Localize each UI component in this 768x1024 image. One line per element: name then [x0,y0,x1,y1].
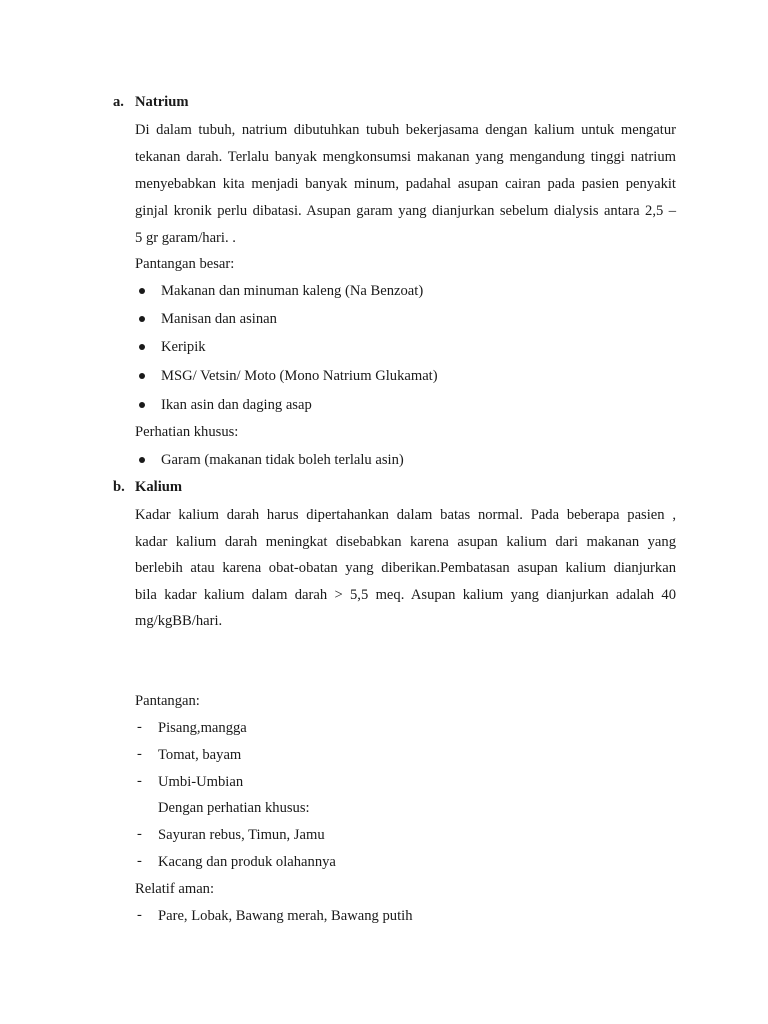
dash-marker: - [137,746,142,762]
section-a-title: Natrium [135,94,189,110]
list-item: Pisang,mangga [158,720,247,736]
list-item: Sayuran rebus, Timun, Jamu [158,827,325,843]
section-b-paragraph-line: kadar kalium darah meningkat disebabkan karena asupan kalium dari makanan yang [135,534,676,550]
section-b-paragraph-line: Kadar kalium darah harus dipertahankan dalam batas normal. Pada beberapa pasien , [135,507,676,523]
list-item: Tomat, bayam [158,747,242,763]
section-b-paragraph-line: bila kadar kalium dalam darah > 5,5 meq. Asupan kalium yang dianjurkan adalah 40 [135,587,676,603]
dash-marker: - [137,826,142,842]
bullet-icon [139,288,145,294]
list-item: MSG/ Vetsin/ Moto (Mono Natrium Glukamat) [161,368,438,384]
section-a-paragraph-line: 5 gr garam/hari. . [135,230,236,246]
list-item: Pare, Lobak, Bawang merah, Bawang putih [158,908,413,924]
dash-marker: - [137,719,142,735]
list-item: Kacang dan produk olahannya [158,854,336,870]
section-a-special-label: Perhatian khusus: [135,424,239,440]
dash-marker: - [137,853,142,869]
section-b-title: Kalium [135,479,183,495]
bullet-icon [139,373,145,379]
section-a-restriction-label: Pantangan besar: [135,256,235,272]
list-item: Manisan dan asinan [161,311,277,327]
section-a-paragraph-line: menyebabkan kita menjadi banyak minum, padahal asupan cairan pada pasien penyakit [135,176,676,192]
section-b-safe-label: Relatif aman: [135,881,215,897]
list-item: Umbi-Umbian [158,774,244,790]
section-b-restriction-label: Pantangan: [135,693,200,709]
list-item: Keripik [161,339,206,355]
section-b-marker: b. [113,479,125,495]
list-item: Makanan dan minuman kaleng (Na Benzoat) [161,283,424,299]
section-a-paragraph-line: Di dalam tubuh, natrium dibutuhkan tubuh bekerjasama dengan kalium untuk mengatur [135,122,676,138]
bullet-icon [139,402,145,408]
section-b-paragraph-line: mg/kgBB/hari. [135,613,223,629]
section-a-paragraph-line: ginjal kronik perlu dibatasi. Asupan garam yang dianjurkan sebelum dialysis antara 2,5 – [135,203,676,219]
section-a-marker: a. [113,94,124,110]
list-item: Garam (makanan tidak boleh terlalu asin) [161,452,404,468]
bullet-icon [139,316,145,322]
list-item: Ikan asin dan daging asap [161,397,312,413]
bullet-icon [139,344,145,350]
dash-marker: - [137,773,142,789]
section-a-paragraph-line: tekanan darah. Terlalu banyak mengkonsumsi makanan yang mengandung tinggi natrium [135,149,676,165]
section-b-special-label: Dengan perhatian khusus: [158,800,310,816]
bullet-icon [139,457,145,463]
section-b-paragraph-line: berlebih atau karena obat-obatan yang diberikan.Pembatasan asupan kalium dianjurkan [135,560,676,576]
dash-marker: - [137,907,142,923]
